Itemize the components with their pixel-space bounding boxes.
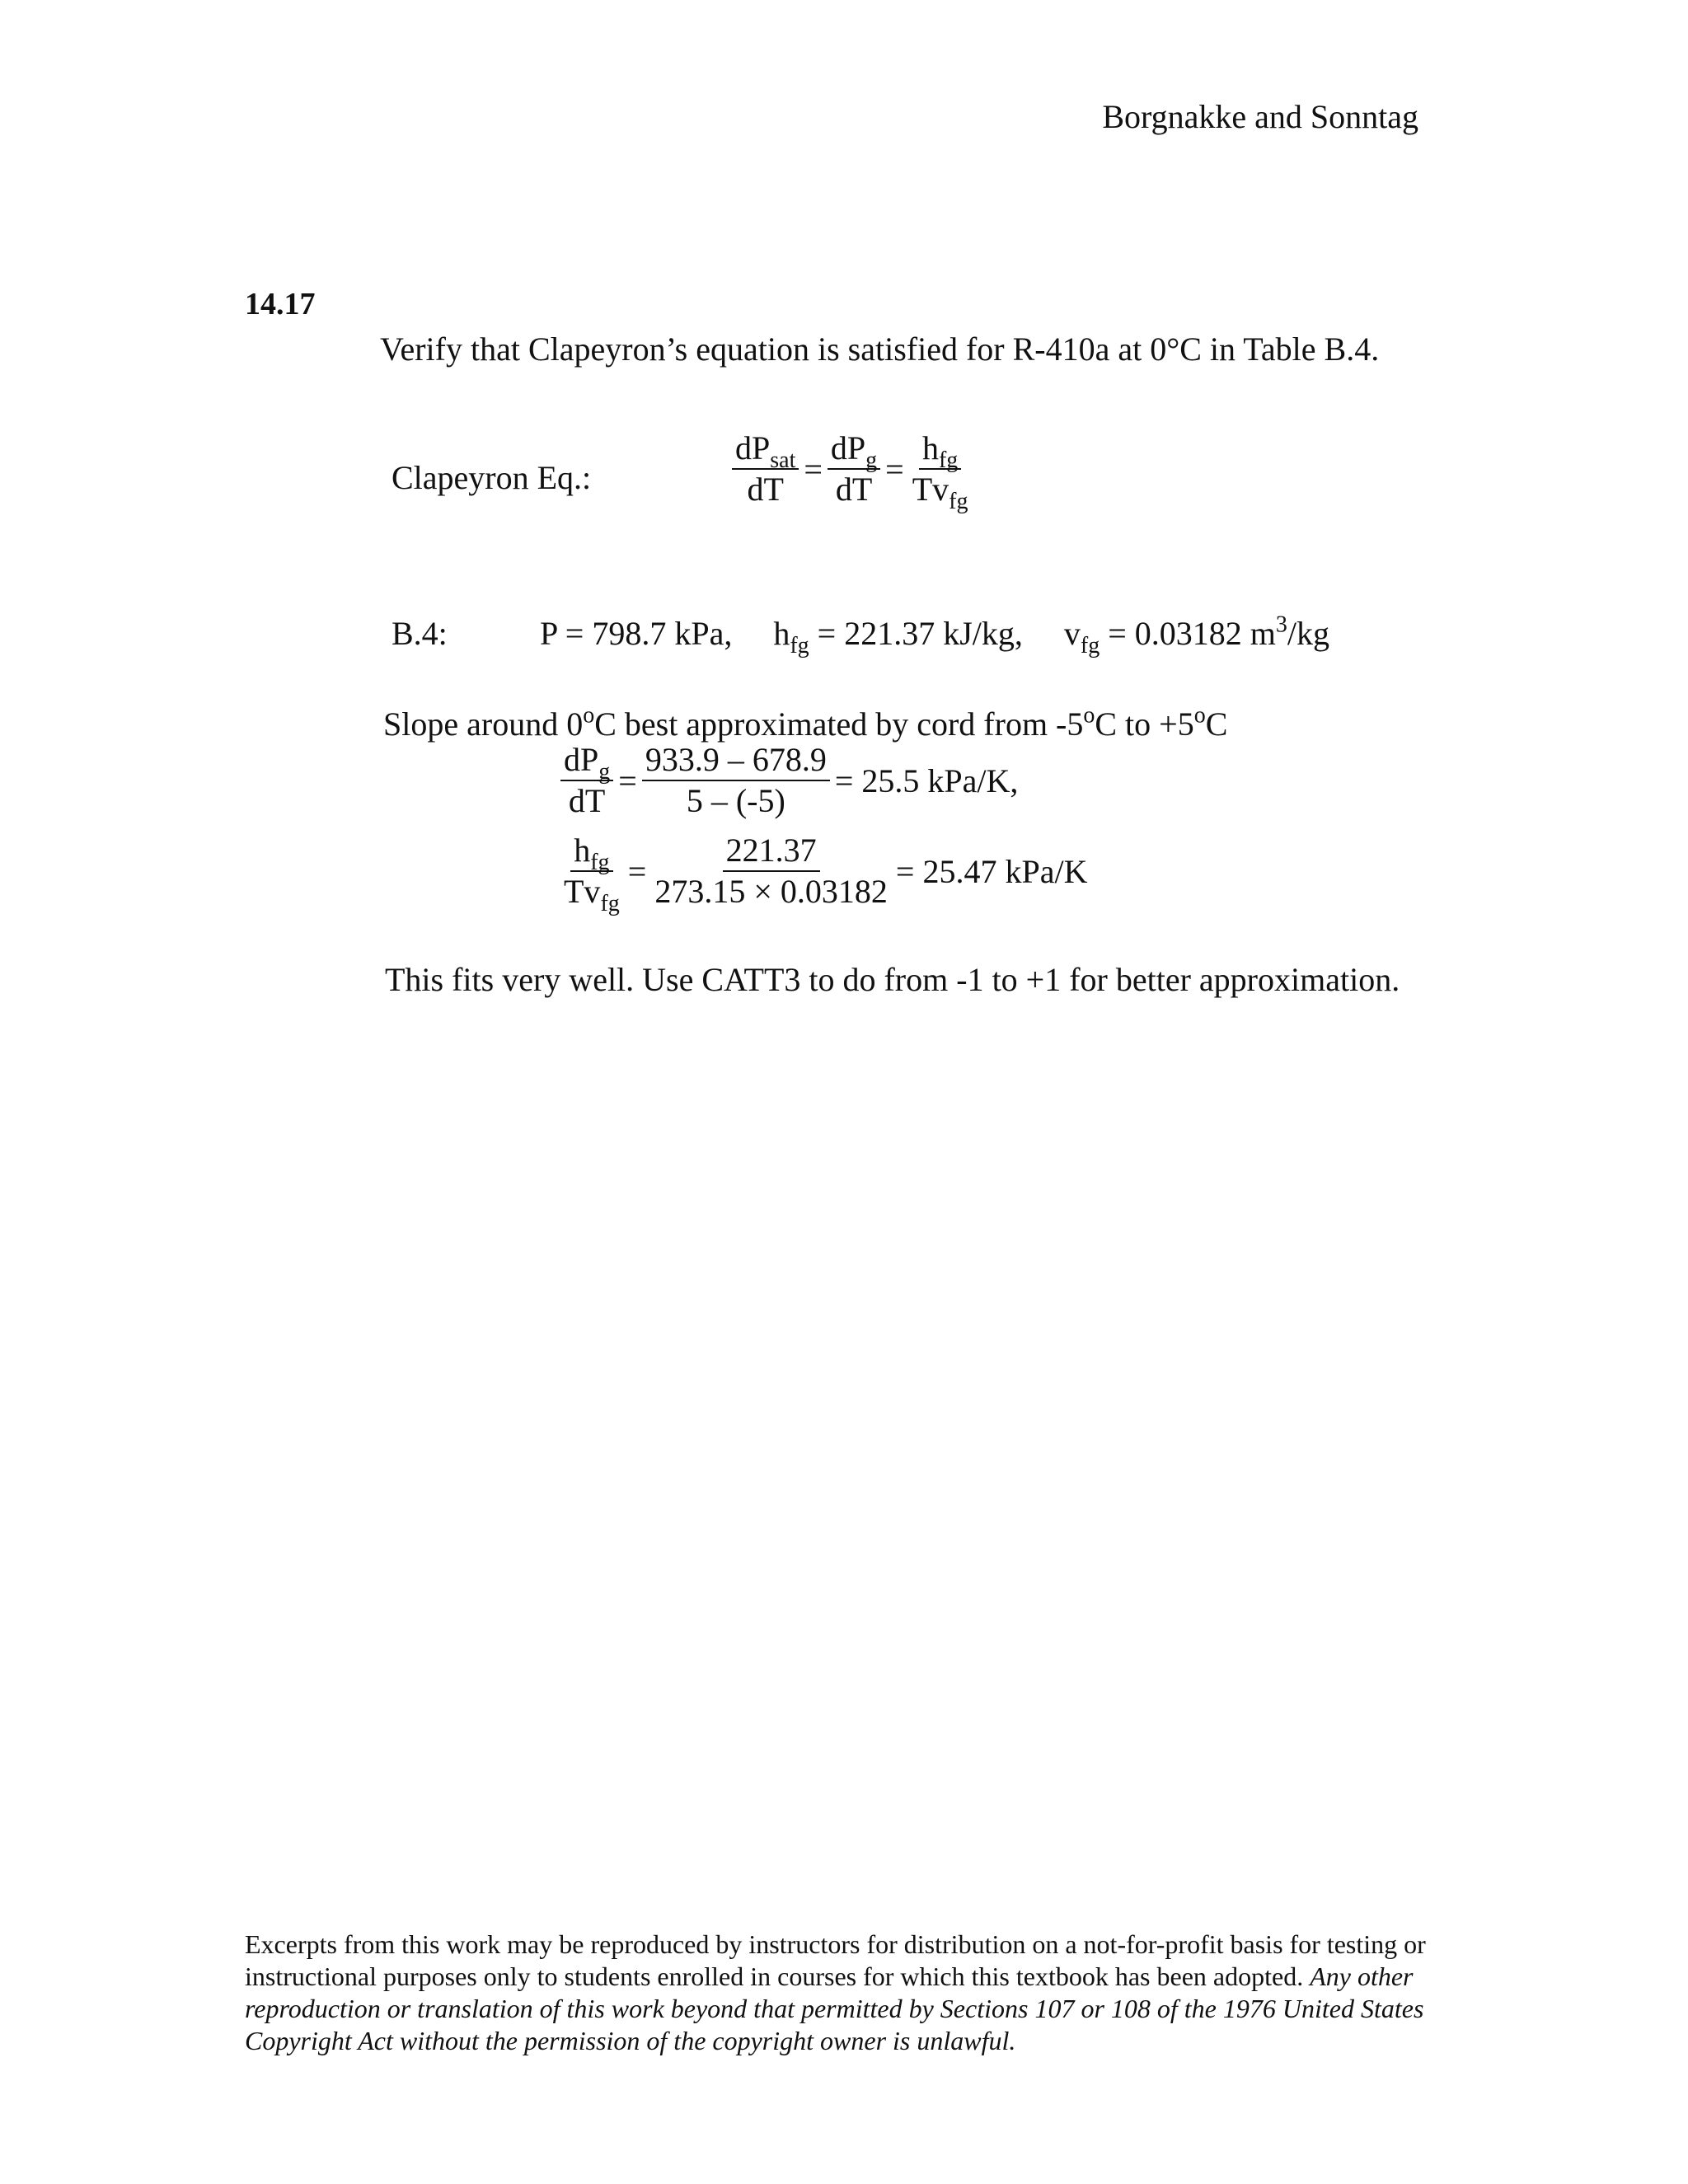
slope-result: = 25.5 kPa/K, — [834, 762, 1019, 799]
frac-denominator: dT — [747, 471, 784, 508]
footer-text: Excerpts from this work may be reproduced by instructors for distribution on a not-for-profit basis for testing or instructional purposes only to students enrolled in courses for which this textbook has been adopted. — [245, 1929, 1426, 1991]
slope-statement: Slope around 0$^o$C best approximated by cord from -5$^o$C to $+5^oC$ — [383, 702, 1228, 743]
table-label: B.4: — [392, 615, 448, 652]
dpg-dt-fraction — [828, 430, 880, 508]
subscript: sat — [770, 447, 796, 473]
equals-sign: = — [885, 450, 904, 488]
pressure-value: P = 798.7 kPa, — [540, 615, 733, 652]
hfg-value: $h_{fg} = 221.37$ kJ/kg, — [773, 615, 1023, 658]
pressure-difference: 933.9 – 678.9 — [642, 742, 830, 781]
clapeyron-calculation — [560, 832, 1092, 916]
page-header-authors: Borgnakke and Sonntag — [1102, 98, 1418, 135]
clapeyron-equation — [732, 429, 972, 514]
problem-statement: Verify that Clapeyron’s equation is satisfied for R-410a at 0°C in Table B.4. — [380, 330, 1380, 368]
temperature-difference: 5 – (-5) — [686, 782, 785, 819]
subscript: g — [865, 447, 878, 473]
problem-number: 14.17 — [245, 287, 316, 321]
dpg-dt-fraction: $\frac{dP_g}{dT}$ — [560, 742, 613, 819]
hfg-tvfg-fraction — [909, 429, 972, 514]
dpsat-dt-fraction — [732, 430, 799, 508]
frac-numerator: h — [921, 429, 939, 466]
vfg-value: $v_{fg} = 0.03182$ $m^3/kg$ — [1063, 612, 1330, 658]
subscript: fg — [938, 447, 959, 473]
difference-quotient — [642, 742, 830, 819]
denominator-value: 273.15 × 0.03182 — [654, 873, 888, 910]
frac-denominator: Tv — [912, 471, 950, 508]
equals-sign: = — [627, 852, 647, 890]
hfg-tvfg-fraction: $\frac{h_{fg}}{Tv_{fg}}$ — [564, 832, 620, 916]
equals-sign: = — [804, 450, 823, 488]
frac-denominator: dT — [835, 471, 873, 508]
footer-italic-text: Any other reproduction or translation of this work beyond that permitted by Sections 107 or 108 of the 1976 United States Copyright Act without the permission of the copyright owner is unlawful. — [245, 1961, 1424, 2055]
copyright-footer — [245, 1929, 1448, 2057]
conclusion-text: This fits very well. Use CATT3 to do from -1 to +1 for better approximation. — [385, 961, 1400, 998]
clapeyron-result: = 25.47 kPa/K — [895, 852, 1088, 890]
slope-calculation — [560, 742, 1023, 819]
frac-numerator: dP — [830, 429, 866, 466]
subscript: fg — [949, 488, 968, 514]
frac-numerator: dP — [735, 429, 771, 466]
numerator-value: 221.37 — [723, 832, 820, 872]
ratio-fraction — [651, 832, 891, 910]
table-values-line — [540, 612, 1330, 658]
equals-sign: = — [618, 762, 637, 799]
clapeyron-label: Clapeyron Eq.: — [392, 459, 592, 496]
